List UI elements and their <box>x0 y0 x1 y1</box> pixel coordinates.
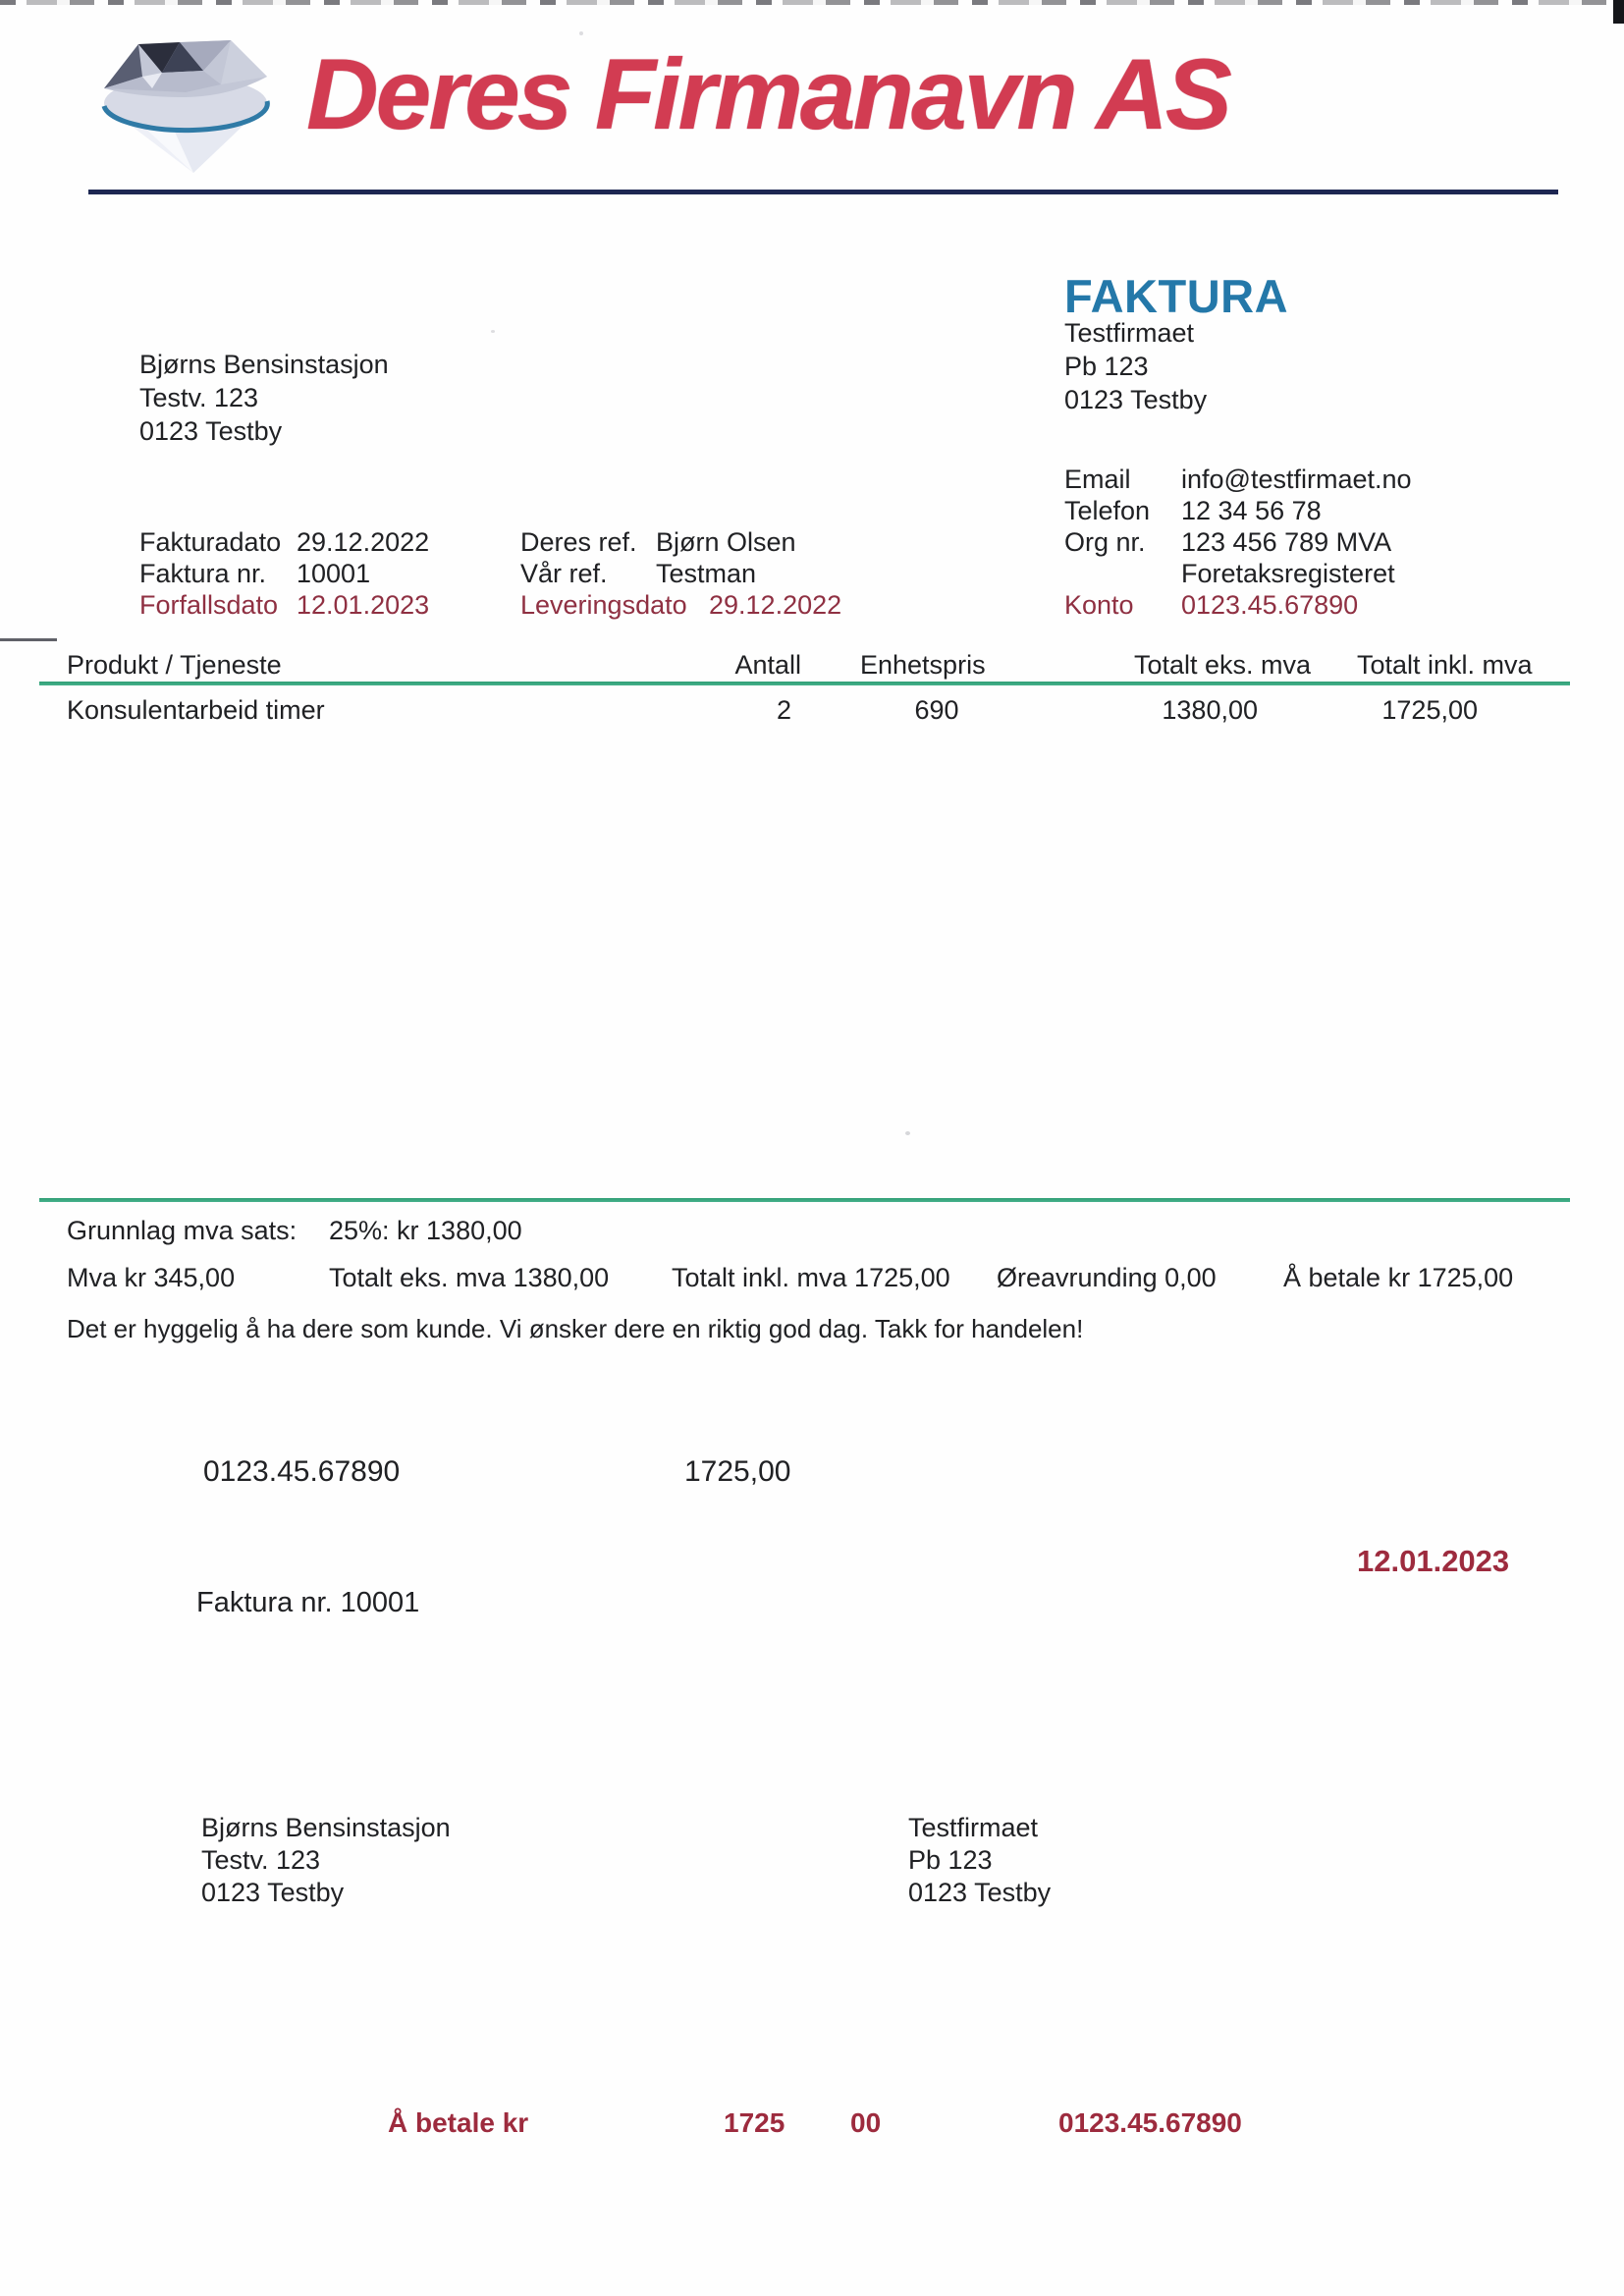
meta-value: 12.01.2023 <box>297 590 430 620</box>
payer-street: Testv. 123 <box>201 1845 321 1875</box>
giro-payer-address <box>201 1812 451 1909</box>
buyer-address <box>139 348 389 448</box>
table-header-total-excl-vat: Totalt eks. mva <box>1134 650 1312 680</box>
contact-label: Org nr. <box>1064 527 1146 557</box>
summary-amount-due: Å betale kr 1725,00 <box>1283 1263 1514 1292</box>
table-cell-product: Konsulentarbeid timer <box>67 695 325 725</box>
contact-value: Foretaksregisteret <box>1181 559 1395 588</box>
contact-label: Telefon <box>1064 496 1151 525</box>
payer-city: 0123 Testby <box>201 1878 345 1907</box>
summary-total-excl-vat: Totalt eks. mva 1380,00 <box>329 1263 610 1292</box>
scan-left-tick <box>0 638 57 641</box>
scan-corner-mark <box>1613 0 1624 24</box>
meta-label: Forfallsdato <box>139 590 279 620</box>
giro-due-date: 12.01.2023 <box>1357 1544 1510 1578</box>
vat-basis-value: 25%: kr 1380,00 <box>329 1216 522 1245</box>
totals-divider <box>39 1198 1570 1202</box>
buyer-name: Bjørns Bensinstasjon <box>139 350 389 379</box>
payee-street: Pb 123 <box>908 1845 993 1875</box>
meta-label: Fakturadato <box>139 527 282 557</box>
table-header-divider <box>39 682 1570 685</box>
payer-name: Bjørns Bensinstasjon <box>201 1813 451 1842</box>
meta-value: Testman <box>656 559 757 588</box>
summary-rounding: Øreavrunding 0,00 <box>997 1263 1217 1292</box>
table-cell-total-incl-vat: 1725,00 <box>1381 695 1478 725</box>
meta-label: Vår ref. <box>520 559 608 588</box>
pay-amount-label: Å betale kr <box>388 2107 529 2138</box>
table-cell-total-excl-vat: 1380,00 <box>1162 695 1258 725</box>
contact-label: Email <box>1064 465 1131 494</box>
seller-name: Testfirmaet <box>1064 318 1195 348</box>
pay-account-number: 0123.45.67890 <box>1058 2107 1242 2138</box>
scan-speck <box>579 31 583 35</box>
invoice-title: FAKTURA <box>1064 270 1289 322</box>
pay-amount-kroner: 1725 <box>724 2107 785 2138</box>
meta-value: 10001 <box>297 559 371 588</box>
pay-amount-ore: 00 <box>850 2107 882 2138</box>
table-header-product: Produkt / Tjeneste <box>67 650 282 680</box>
buyer-city: 0123 Testby <box>139 416 283 446</box>
scan-edge-artifact <box>0 0 1624 5</box>
payee-name: Testfirmaet <box>908 1813 1039 1842</box>
contact-value: info@testfirmaet.no <box>1181 465 1412 494</box>
table-cell-unit-price: 690 <box>914 695 959 725</box>
contact-value: 0123.45.67890 <box>1181 590 1359 620</box>
company-name: Deres Firmanavn AS <box>306 38 1229 150</box>
table-header-total-incl-vat: Totalt inkl. mva <box>1357 650 1533 680</box>
giro-account-number: 0123.45.67890 <box>203 1455 401 1488</box>
summary-vat: Mva kr 345,00 <box>67 1263 236 1292</box>
vat-basis-label: Grunnlag mva sats: <box>67 1216 298 1245</box>
buyer-street: Testv. 123 <box>139 383 259 412</box>
summary-total-incl-vat: Totalt inkl. mva 1725,00 <box>672 1263 950 1292</box>
table-header-unit-price: Enhetspris <box>860 650 986 680</box>
payee-city: 0123 Testby <box>908 1878 1052 1907</box>
contact-label: Konto <box>1064 590 1134 620</box>
thank-you-message: Det er hyggelig å ha dere som kunde. Vi ønsker dere en riktig god dag. Takk for handelen! <box>67 1314 1084 1343</box>
meta-value: Bjørn Olsen <box>656 527 796 557</box>
seller-street: Pb 123 <box>1064 352 1149 381</box>
seller-city: 0123 Testby <box>1064 385 1208 414</box>
seller-address <box>1064 316 1207 416</box>
meta-value: 29.12.2022 <box>709 590 842 620</box>
table-header-quantity: Antall <box>734 650 801 680</box>
scan-speck <box>905 1131 910 1135</box>
giro-amount: 1725,00 <box>684 1455 791 1488</box>
scan-speck <box>491 330 495 333</box>
contact-value: 12 34 56 78 <box>1181 496 1322 525</box>
table-cell-quantity: 2 <box>776 695 791 725</box>
meta-value: 29.12.2022 <box>297 527 430 557</box>
giro-invoice-reference: Faktura nr. 10001 <box>196 1587 420 1618</box>
giro-payee-address <box>908 1812 1051 1909</box>
meta-label: Leveringsdato <box>520 590 687 620</box>
contact-value: 123 456 789 MVA <box>1181 527 1392 557</box>
meta-label: Deres ref. <box>520 527 637 557</box>
meta-label: Faktura nr. <box>139 559 267 588</box>
header-divider <box>88 190 1558 194</box>
diamond-logo-icon <box>83 27 285 175</box>
